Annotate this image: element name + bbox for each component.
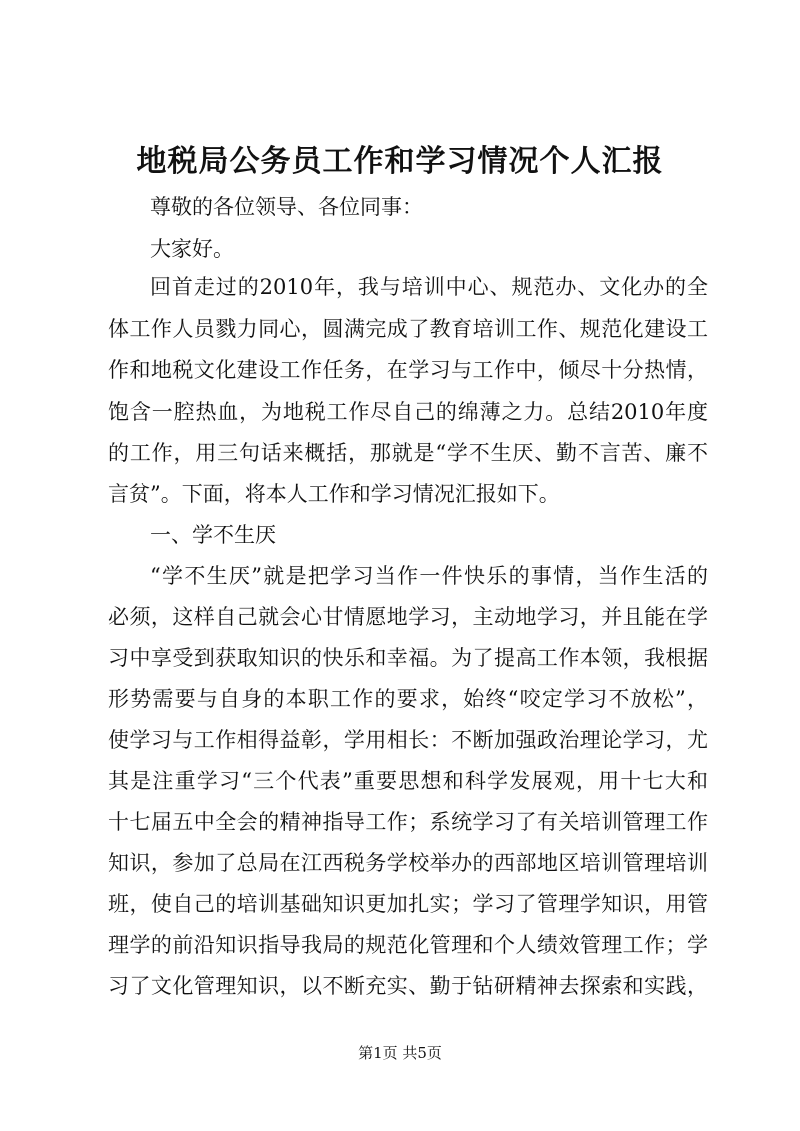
paragraph-2-line-11: 习了文化管理知识，以不断充实、勤于钻研精神去探索和实践，	[108, 974, 708, 998]
paragraph-1-line-6: 言贫”。下面，将本人工作和学习情况汇报如下。	[108, 482, 560, 506]
page-number-footer: 第1页 共5页	[358, 1044, 442, 1062]
paragraph-1-line-2: 体工作人员戮力同心，圆满完成了教育培训工作、规范化建设工	[108, 317, 708, 341]
paragraph-2-line-8: 知识，参加了总局在江西税务学校举办的西部地区培训管理培训	[108, 851, 708, 875]
document-title: 地税局公务员工作和学习情况个人汇报	[136, 144, 664, 179]
paragraph-2-line-3: 习中享受到获取知识的快乐和幸福。为了提高工作本领，我根据	[108, 646, 708, 670]
paragraph-1-line-3: 作和地税文化建设工作任务，在学习与工作中，倾尽十分热情，	[108, 358, 708, 382]
paragraph-1-line-4: 饱含一腔热血，为地税工作尽自己的绵薄之力。总结2010年度	[108, 400, 708, 424]
paragraph-1-line-5: 的工作，用三句话来概括，那就是“学不生厌、勤不言苦、廉不	[108, 441, 708, 465]
section-1-heading: 一、学不生厌	[150, 523, 276, 547]
paragraph-2-line-9: 班，使自己的培训基础知识更加扎实；学习了管理学知识，用管	[108, 892, 708, 916]
paragraph-2-line-2: 必须，这样自己就会心甘情愿地学习，主动地学习，并且能在学	[108, 605, 708, 629]
paragraph-2-line-10: 理学的前沿知识指导我局的规范化管理和个人绩效管理工作；学	[108, 933, 708, 957]
paragraph-2-line-5: 使学习与工作相得益彰，学用相长：不断加强政治理论学习，尤	[108, 728, 708, 752]
paragraph-2-line-6: 其是注重学习“三个代表”重要思想和科学发展观，用十七大和	[108, 769, 708, 793]
paragraph-2-line-1: “学不生厌”就是把学习当作一件快乐的事情，当作生活的	[150, 564, 708, 588]
greeting-line: 尊敬的各位领导、各位同事：	[150, 195, 423, 219]
paragraph-1-line-1: 回首走过的2010年，我与培训中心、规范办、文化办的全	[150, 275, 708, 299]
hello-line: 大家好。	[150, 237, 234, 261]
paragraph-2-line-7: 十七届五中全会的精神指导工作；系统学习了有关培训管理工作	[108, 810, 708, 834]
paragraph-2-line-4: 形势需要与自身的本职工作的要求，始终“咬定学习不放松”，	[108, 687, 708, 711]
